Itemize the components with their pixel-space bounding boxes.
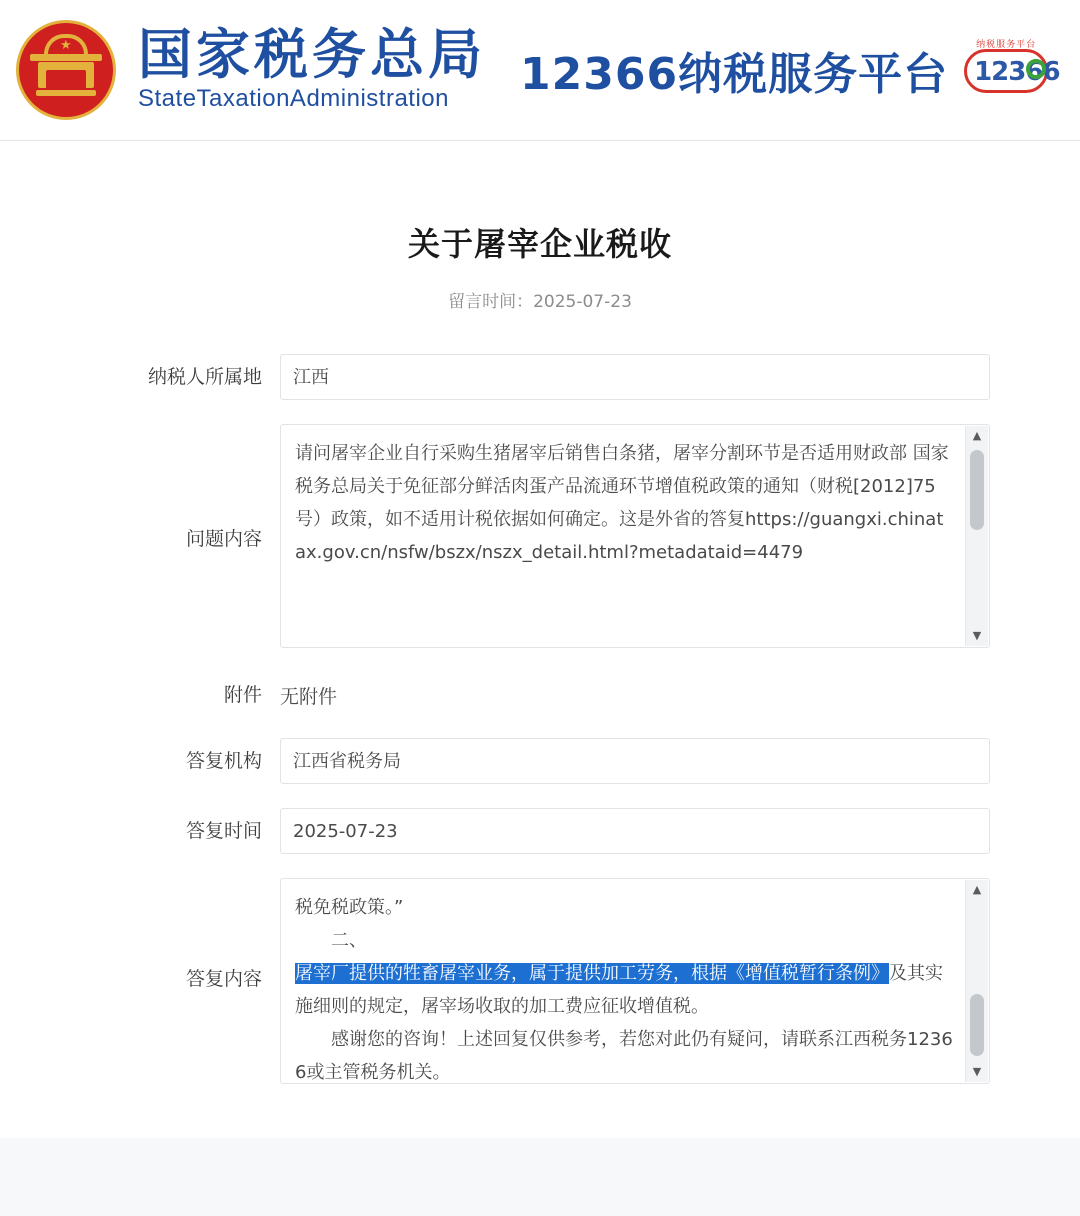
scroll-down-icon[interactable]: ▼ <box>972 1065 982 1078</box>
page-title: 关于屠宰企业税收 <box>407 225 672 263</box>
site-header <box>0 0 1080 141</box>
scroll-up-icon[interactable]: ▲ <box>972 429 982 442</box>
answer-textarea[interactable] <box>280 878 990 1084</box>
answer-line-2 <box>295 924 953 1023</box>
logo-number: 12366 <box>974 57 1060 87</box>
attachment-row <box>90 672 990 720</box>
national-emblem-icon: ★ <box>12 16 120 124</box>
question-value: 请问屠宰企业自行采购生猪屠宰后销售白条猪，屠宰分割环节是否适用财政部 国家税务总局关于免征部分鲜活肉蛋产品流通环节增值税政策的通知（财税[2012]75号）政策，如不适用计税依据如何确定。这是外省的答复https://guangxi.chinatax.gov.cn/nsfw/bszx/nszx_detail.html?metadataid=4479 <box>295 443 949 563</box>
scroll-down-icon[interactable]: ▼ <box>972 629 982 642</box>
message-time: 留言时间：2025-07-23 <box>448 292 632 312</box>
region-row <box>90 354 990 400</box>
region-value: 江西 <box>280 354 990 400</box>
answer-line-1: 税免税政策。” <box>295 897 404 918</box>
answer-row <box>90 878 990 1084</box>
answer-highlighted-text: 屠宰厂提供的牲畜屠宰业务，属于提供加工劳务，根据《增值税暂行条例》 <box>295 963 889 984</box>
reply-org-label: 答复机构 <box>185 750 262 772</box>
logo-caption: 纳税服务平台 <box>976 39 1037 49</box>
answer-label: 答复内容 <box>185 968 262 990</box>
reply-org-row <box>90 738 990 784</box>
question-row <box>90 424 990 648</box>
question-textarea[interactable] <box>280 424 990 648</box>
answer-scrollbar[interactable] <box>965 880 988 1082</box>
question-label: 问题内容 <box>185 528 262 550</box>
answer-line3-text: 感谢您的咨询！上述回复仅供参考，若您对此仍有疑问，请联系江西税务12366或主管税务机关。 <box>295 1029 953 1083</box>
attachment-value: 无附件 <box>280 686 338 708</box>
answer-line-3 <box>295 1023 953 1084</box>
page-background <box>0 141 1080 1216</box>
region-label: 纳税人所属地 <box>147 366 262 388</box>
attachment-label: 附件 <box>223 684 262 706</box>
reply-time-label: 答复时间 <box>185 820 262 842</box>
answer-line2-prefix: 二、 <box>331 930 367 951</box>
answer-content <box>295 891 953 1084</box>
reply-org-value: 江西省税务局 <box>280 738 990 784</box>
reply-time-row <box>90 808 990 854</box>
brand-block <box>138 23 486 114</box>
scroll-up-icon[interactable]: ▲ <box>972 883 982 896</box>
brand-title-cn: 国家税务总局 <box>138 23 486 86</box>
detail-form <box>90 354 990 1084</box>
logo-12366-icon <box>960 35 1060 105</box>
platform-title: 12366纳税服务平台 <box>520 49 949 100</box>
question-scrollbar[interactable] <box>965 426 988 646</box>
scrollbar-thumb[interactable] <box>970 450 984 530</box>
detail-card <box>0 141 1080 1138</box>
answer-line2-suffix: 及其实施细则的规定，屠宰场收取的加工费应征收增值税。 <box>295 963 943 1017</box>
scrollbar-thumb[interactable] <box>970 994 984 1056</box>
reply-time-value: 2025-07-23 <box>280 808 990 854</box>
brand-title-en: StateTaxationAdministration <box>138 85 449 112</box>
